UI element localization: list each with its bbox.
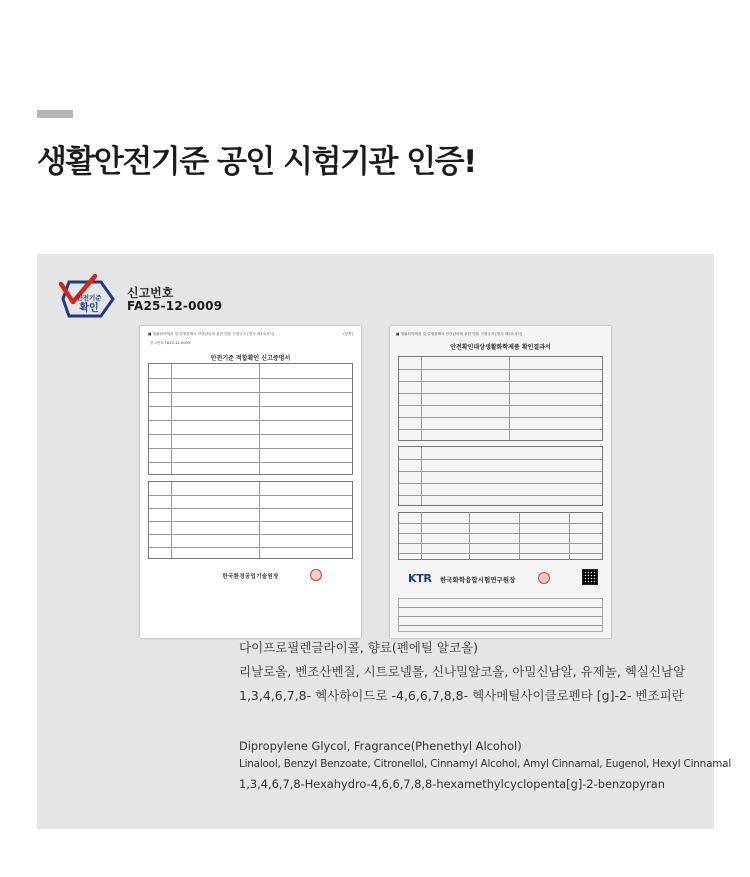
ktr-logo: KTR [408,572,432,585]
safety-standard-check-badge-icon [59,274,119,324]
official-seal-icon [538,572,550,584]
doc-table-product [148,481,353,559]
accent-bar [37,110,73,118]
badge-line2: 확인 [79,303,99,314]
badge-line1: 안전기준 [76,294,102,302]
substance-value: 리날로올, 벤조산벤질, 시트로넬롤, 신나밀알코올, 아밀신남알, 유제놀, 헥실신남알 [239,664,686,679]
certification-panel [37,254,732,829]
doc2-table-applicant [398,356,603,441]
doc2-table-result [398,512,603,560]
report-number-label: 신고번호 [127,286,174,300]
page-headline: 생활안전기준 공인 시험기관 인증! [37,144,476,180]
substance-value: 다이프로필렌글라이콜, 향료(펜에틸 알코올) [239,640,479,655]
doc2-table-product [398,446,603,506]
doc-receipt-no: 신고번호 FA25-12-0009 [150,341,191,345]
report-number: FA25-12-0009 [127,299,223,313]
doc-issuer: 한국환경공업기술원장 [222,574,279,580]
doc-header-front: (앞쪽) [343,332,353,336]
official-seal-icon [310,569,322,581]
substance-value: 1,3,4,6,7,8-Hexahydro-4,6,6,7,8,8-hexamethylcyclopenta[g]-2-benzopyran [239,777,665,791]
doc2-header-line: ■ 생활화학제품 및 살생물제의 안전관리에 관한 법률 시행규칙 [별지 제5호서식] [396,332,523,336]
substance-value: Dipropylene Glycol, Fragrance(Phenethyl Alcohol) [239,739,522,753]
doc2-footer-notes [398,598,603,632]
qr-code-icon [582,569,598,585]
substance-value: Linalool, Benzyl Benzoate, Citronellol, Cinnamyl Alcohol, Amyl Cinnamal, Eugenol, Hexyl Cinnamal [239,758,732,770]
doc-title: 안전기준 적합확인 신고증명서 [210,355,291,362]
certificate-document-right [390,326,611,638]
doc2-issuer: 한국화학융합시험연구원장 [440,576,516,584]
substance-value: 1,3,4,6,7,8- 헥사하이드로 -4,6,6,7,8,8- 헥사메틸사이클로펜타 [g]-2- 벤조피란 [239,688,684,703]
doc-header-line: ■ 생활화학제품 및 살생물제의 안전관리에 관한 법률 시행규칙 [별지 제4호서식] [148,332,275,336]
doc2-title: 안전확인대상생활화학제품 확인결과서 [450,344,551,351]
doc-table-applicant [148,363,353,475]
certificate-document-left [140,326,361,638]
